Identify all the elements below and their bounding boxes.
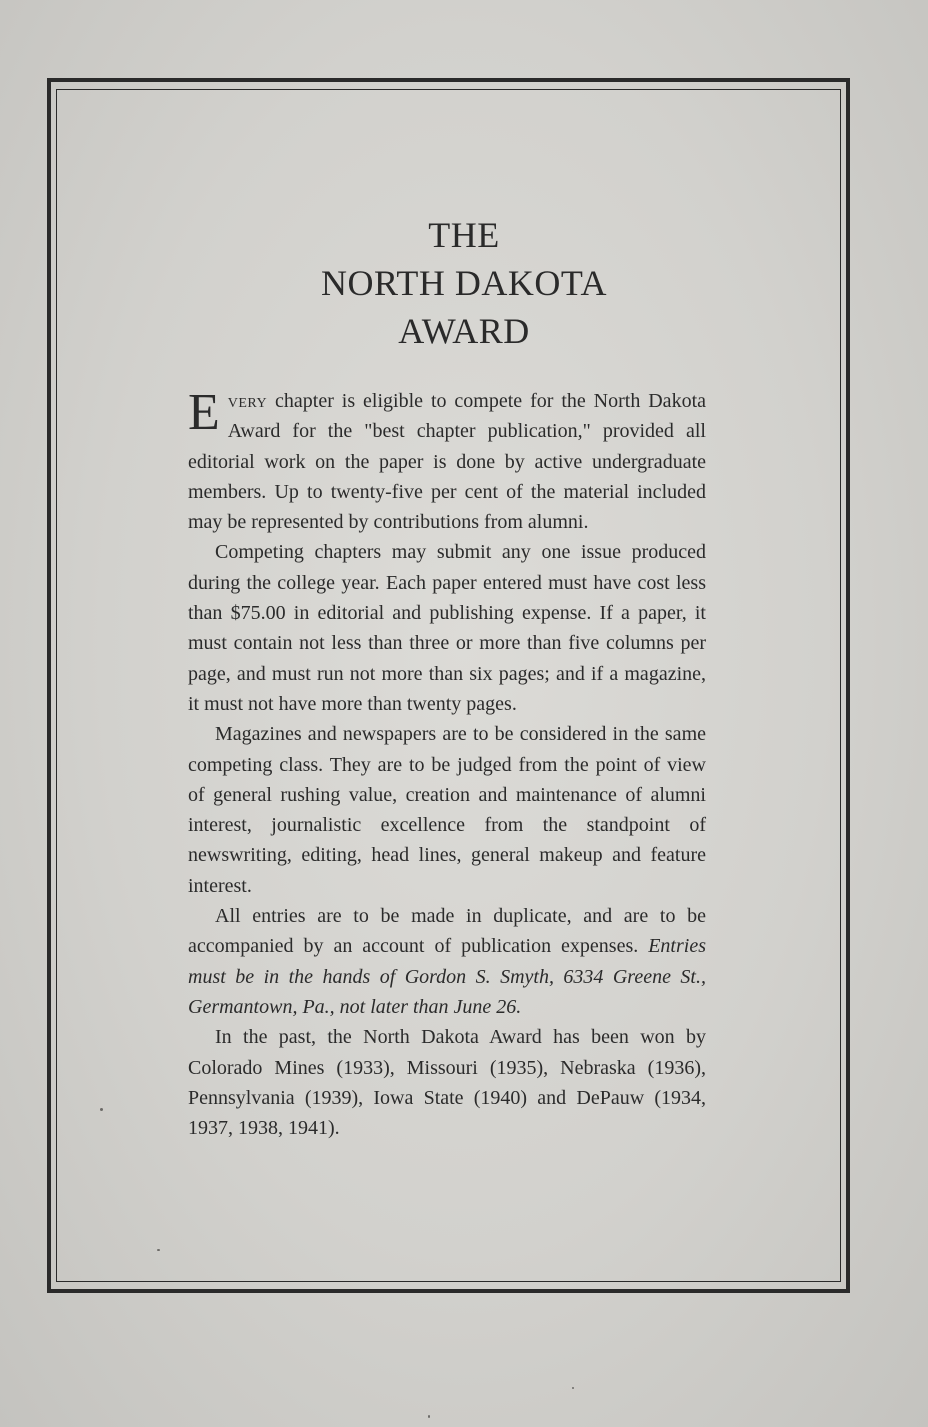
title-line-2: NORTH DAKOTA [321,263,607,303]
drop-cap: E [188,384,220,441]
title-line-3: AWARD [398,311,530,351]
scan-speck [572,1387,574,1389]
paragraph-1-text: chapter is eligible to compete for the North Dakota Award for the "best chapter publication," provided all editorial work on the paper is done by active undergraduate members. Up to twenty-five per cent of the material included may be represented by contributions from alumni. [188,390,706,534]
scan-speck [428,1415,430,1418]
scan-speck [100,1108,103,1111]
paragraph-3: Magazines and newspapers are to be considered in the same competing class. They are to be judged from the point of view of general rushing value, creation and maintenance of alumni interest, journalistic excellence from the standpoint of newswriting, editing, head lines, general makeup and feature interest. [188,723,706,897]
paragraph-5: In the past, the North Dakota Award has been won by Colorado Mines (1933), Missouri (1935), Nebraska (1936), Pennsylvania (1939), Iowa State (1940) and DePauw (1934, 1937, 1938, 1941). [188,1026,706,1140]
title-line-1: THE [428,215,500,255]
paragraph-1 [188,386,706,537]
paragraph-4 [188,901,706,1022]
article-body [188,386,706,1143]
scan-speck [157,1249,160,1251]
paragraph-2: Competing chapters may submit any one issue produced during the college year. Each paper entered must have cost less than $75.00 in editorial and publishing expense. If a paper, it must contain not less than three or more than five columns per page, and must run not more than six pages; and if a magazine, it must not have more than twenty pages. [188,541,706,715]
paragraph-4-italic: Entries must be in the hands of Gordon S. Smyth, 6334 Greene St., Germantown, Pa., not later than June 26. [188,935,706,1018]
paragraph-4-text: All entries are to be made in duplicate, and are to be accompanied by an account of publication expenses. [188,905,706,958]
lead-in-smallcaps: very [227,390,268,412]
